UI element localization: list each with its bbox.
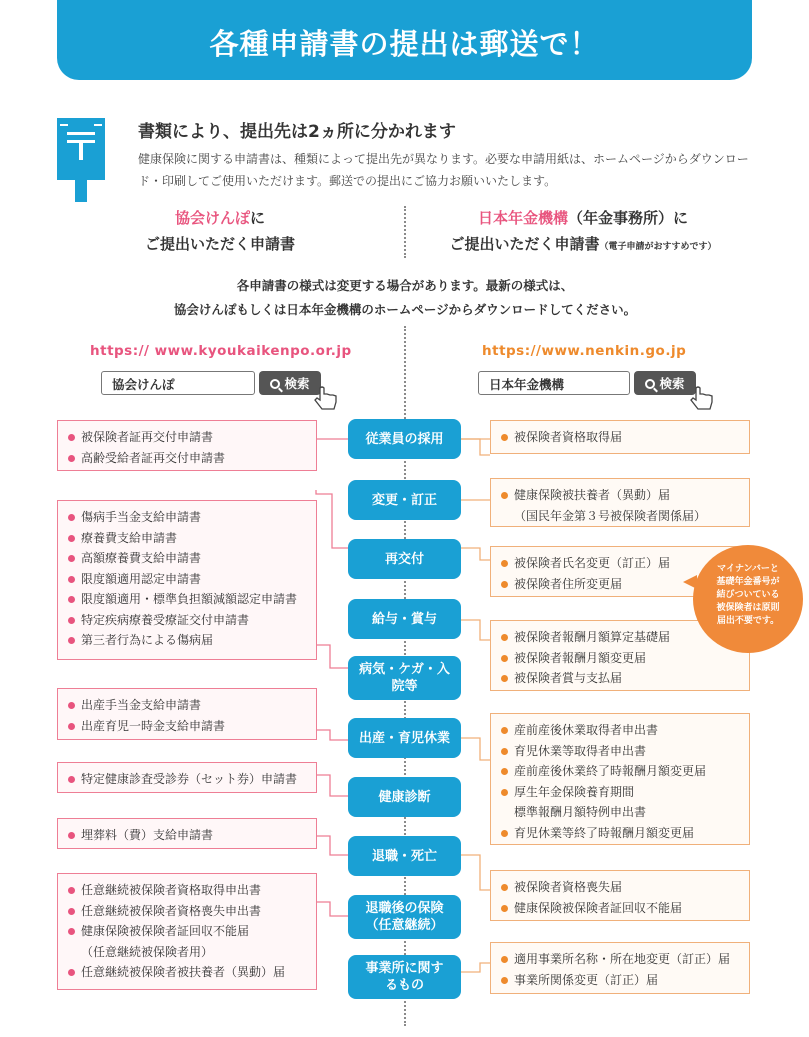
right-org-paren: （年金事務所） bbox=[567, 209, 673, 227]
list-item: 埋葬料（費）支給申請書 bbox=[68, 825, 306, 846]
category-health-checkup: 健康診断 bbox=[348, 777, 461, 817]
nenkin-url-link[interactable]: https://www.nenkin.go.jp bbox=[482, 343, 687, 359]
left-box-childbirth bbox=[57, 688, 317, 740]
post-box-icon bbox=[57, 118, 105, 202]
right-column-heading bbox=[418, 205, 748, 260]
intro-text: 健康保険に関する申請書は、種類によって提出先が異なります。必要な申請用紙は、ホームページからダウンロード・印刷してご使用いただけます。郵送での提出にご協力お願いいたします。 bbox=[138, 152, 749, 188]
left-box-voluntary bbox=[57, 873, 317, 990]
list-item: 傷病手当金支給申請書 bbox=[68, 507, 306, 528]
column-divider-top bbox=[404, 206, 406, 258]
list-item: 被保険者氏名変更（訂正）届 bbox=[501, 553, 739, 574]
list-item-continuation: （国民年金第３号被保険者関係届） bbox=[514, 508, 707, 523]
list-item: 被保険者資格取得届 bbox=[501, 427, 739, 448]
list-item-continuation: 標準報酬月額特例申出書 bbox=[514, 805, 647, 819]
category-reissue: 再交付 bbox=[348, 539, 461, 579]
nenkin-search-button[interactable]: 検索 bbox=[634, 371, 696, 395]
list-item: 被保険者賞与支払届 bbox=[501, 668, 739, 689]
list-item: 任意継続被保険者資格喪失申出書 bbox=[68, 901, 306, 922]
list-item: 出産育児一時金支給申請書 bbox=[68, 716, 306, 737]
right-box-loss bbox=[490, 870, 750, 921]
right-subheading: ご提出いただく申請書 bbox=[449, 235, 600, 253]
pointer-hand-icon bbox=[688, 384, 716, 412]
list-item: 適用事業所名称・所在地変更（訂正）届 bbox=[501, 949, 739, 970]
list-item: 限度額適用認定申請書 bbox=[68, 569, 306, 590]
header-banner bbox=[57, 0, 752, 80]
list-item: 事業所関係変更（訂正）届 bbox=[501, 970, 739, 991]
left-subheading: ご提出いただく申請書 bbox=[144, 235, 295, 253]
list-item: 任意継続被保険者資格取得申出書 bbox=[68, 880, 306, 901]
list-item: 出産手当金支給申請書 bbox=[68, 695, 306, 716]
list-item: 被保険者報酬月額変更届 bbox=[501, 648, 739, 669]
list-item: 健康保険被保険者証回収不能届 bbox=[501, 898, 739, 919]
left-column-heading bbox=[90, 205, 350, 257]
left-suffix: に bbox=[250, 209, 266, 227]
right-box-office bbox=[490, 942, 750, 994]
list-item: 育児休業等取得者申出書 bbox=[501, 741, 739, 762]
list-item: 被保険者資格喪失届 bbox=[501, 877, 739, 898]
list-item: 限度額適用・標準負担額減額認定申請書 bbox=[68, 589, 306, 610]
list-item: 任意継続被保険者被扶養者（異動）届 bbox=[68, 962, 306, 983]
list-item: 高齢受給者証再交付申請書 bbox=[68, 448, 306, 469]
nenkin-search-input[interactable]: 日本年金機構 bbox=[478, 371, 630, 395]
list-item: 産前産後休業取得者申出書 bbox=[501, 720, 739, 741]
kyoukai-search-input[interactable]: 協会けんぽ bbox=[101, 371, 255, 395]
left-box-reissue bbox=[57, 420, 317, 471]
kyoukai-search-button[interactable]: 検索 bbox=[259, 371, 321, 395]
category-office-related: 事業所に関するもの bbox=[348, 955, 461, 999]
category-retirement-death: 退職・死亡 bbox=[348, 836, 461, 876]
list-item: 厚生年金保険養育期間 bbox=[501, 782, 739, 803]
list-item: 健康保険被保険者証回収不能届 bbox=[68, 921, 306, 942]
right-box-acquisition bbox=[490, 420, 750, 454]
pointer-hand-icon bbox=[312, 384, 340, 412]
right-box-dependents bbox=[490, 478, 750, 527]
electronic-note: （電子申請がおすすめです） bbox=[599, 242, 717, 252]
page-title: 各種申請書の提出は郵送で！ bbox=[209, 27, 600, 61]
list-item: 被保険者証再交付申請書 bbox=[68, 427, 306, 448]
left-box-checkup bbox=[57, 762, 317, 793]
kyoukai-kenpo-label: 協会けんぽ bbox=[174, 209, 250, 227]
search-icon bbox=[270, 379, 280, 389]
list-item: 療養費支給申請書 bbox=[68, 528, 306, 549]
right-box-childcare bbox=[490, 713, 750, 845]
mynumber-note-bubble: マイナンバーと 基礎年金番号が 結びついている 被保険者は原則 届出不要です。 bbox=[693, 545, 803, 653]
right-suffix: に bbox=[673, 209, 689, 227]
category-childbirth-leave: 出産・育児休業 bbox=[348, 718, 461, 758]
kyoukai-url-link[interactable]: https:// www.kyoukaikenpo.or.jp bbox=[90, 343, 352, 359]
section-heading: 書類により、提出先は2ヵ所に分かれます bbox=[138, 122, 456, 142]
list-item: 健康保険被扶養者（異動）届 bbox=[501, 485, 739, 506]
notice-line-1: 各申請書の様式は変更する場合があります。最新の様式は、 bbox=[236, 278, 574, 293]
category-voluntary-continuation: 退職後の保険（任意継続） bbox=[348, 895, 461, 939]
list-item: 被保険者住所変更届 bbox=[501, 574, 739, 595]
category-hiring: 従業員の採用 bbox=[348, 419, 461, 459]
left-box-burial bbox=[57, 818, 317, 849]
list-item: 育児休業等終了時報酬月額変更届 bbox=[501, 823, 739, 844]
list-item: 高額療養費支給申請書 bbox=[68, 548, 306, 569]
category-salary-bonus: 給与・賞与 bbox=[348, 599, 461, 639]
list-item: 特定健康診査受診券（セット券）申請書 bbox=[68, 769, 306, 790]
list-item-continuation: （任意継続被保険者用） bbox=[81, 944, 214, 959]
list-item: 被保険者報酬月額算定基礎届 bbox=[501, 627, 739, 648]
list-item: 第三者行為による傷病届 bbox=[68, 630, 306, 651]
notice-line-2: 協会けんぽもしくは日本年金機構のホームページからダウンロードしてください。 bbox=[173, 302, 637, 317]
list-item: 特定疾病療養受療証交付申請書 bbox=[68, 610, 306, 631]
search-icon bbox=[645, 379, 655, 389]
list-item: 産前産後休業終了時報酬月額変更届 bbox=[501, 761, 739, 782]
notice-text bbox=[120, 274, 690, 322]
category-change-correction: 変更・訂正 bbox=[348, 480, 461, 520]
nenkin-kikou-label: 日本年金機構 bbox=[477, 209, 568, 227]
left-box-benefits bbox=[57, 500, 317, 660]
category-illness-injury: 病気・ケガ・入院等 bbox=[348, 656, 461, 700]
